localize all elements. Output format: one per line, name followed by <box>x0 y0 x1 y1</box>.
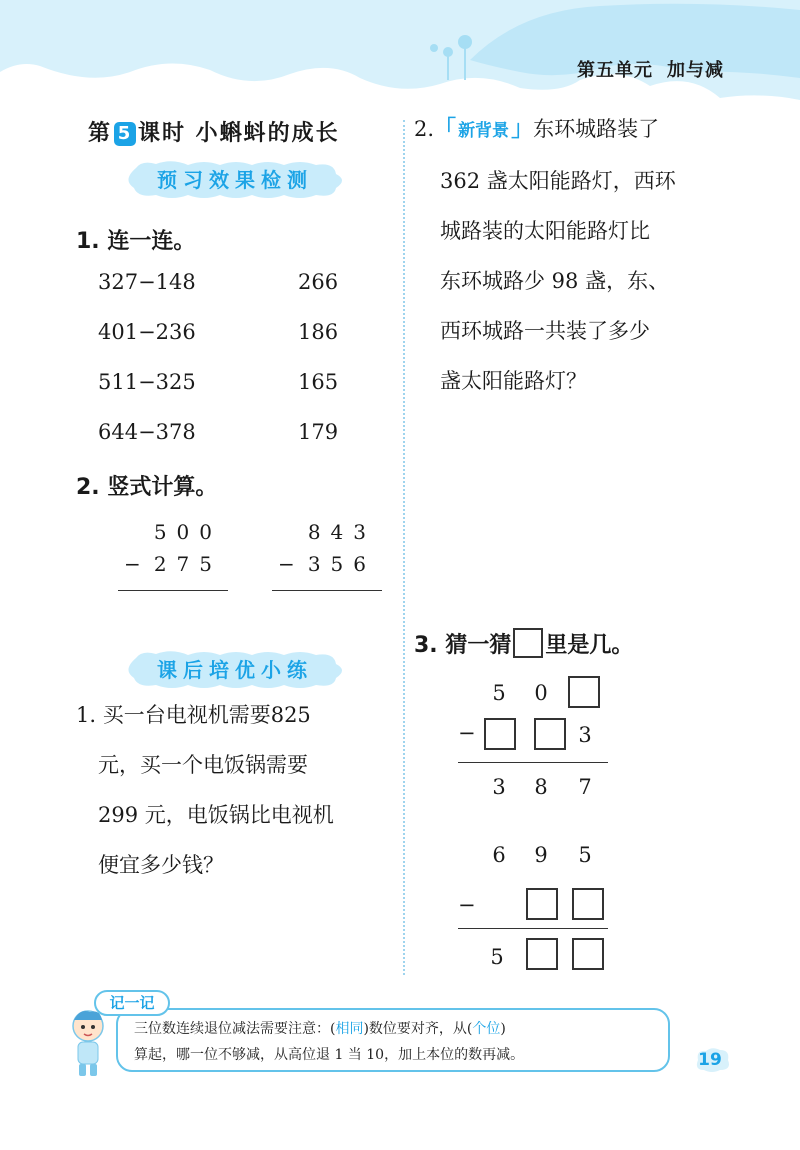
tag-bracket-close: 」 <box>511 116 534 142</box>
digit: 6 <box>492 843 506 867</box>
memo-answer: 个位 <box>472 1021 501 1037</box>
page-header <box>0 0 800 100</box>
answer-box[interactable] <box>572 938 604 970</box>
digit: 7 <box>578 775 592 799</box>
header-cloud-decoration <box>0 0 800 100</box>
question-line: 便宜多少钱？ <box>98 853 224 877</box>
answer-box[interactable] <box>526 888 558 920</box>
question-line: 299 元，电饭锅比电视机 <box>98 803 334 827</box>
match-answer[interactable]: 266 <box>298 270 339 294</box>
digit: 5 <box>490 945 504 969</box>
match-answer[interactable]: 179 <box>298 420 339 444</box>
right-question-2 <box>414 104 754 406</box>
minus-sign: − <box>458 893 476 917</box>
guess-title-start: 3. 猜一猜 <box>414 633 512 658</box>
match-expression[interactable]: 327−148 <box>98 270 196 294</box>
match-row <box>98 270 358 300</box>
digit: 3 <box>492 775 506 799</box>
minus-sign: − <box>458 721 476 745</box>
lesson-title <box>88 116 340 147</box>
match-answer[interactable]: 186 <box>298 320 339 344</box>
question-line: 东环城路装了 <box>533 117 660 141</box>
unit-title <box>577 56 724 82</box>
blank-box-icon <box>513 628 543 658</box>
memo-tag: 记一记 <box>94 990 170 1016</box>
result-line <box>458 928 608 929</box>
match-row <box>98 320 358 350</box>
puzzle-2 <box>458 838 608 978</box>
question-line: 362 盏太阳能路灯，西环 <box>440 169 676 193</box>
puzzle-1 <box>458 676 608 806</box>
digit: 3 <box>578 723 592 747</box>
page-number <box>692 1046 732 1074</box>
practice-banner <box>122 650 348 690</box>
memo-text: )数位要对齐，从( <box>363 1021 473 1037</box>
match-row <box>98 370 358 400</box>
digit: 9 <box>534 843 548 867</box>
result-line <box>458 762 608 763</box>
answer-box[interactable] <box>568 676 600 708</box>
lesson-prefix: 第 <box>88 121 113 146</box>
guess-title-end: 里是几。 <box>545 633 634 658</box>
page-number-text: 19 <box>698 1050 722 1070</box>
column-divider <box>403 120 405 975</box>
question-number: 2. <box>414 117 435 141</box>
digit: 8 <box>534 775 548 799</box>
subtrahend: 356 <box>307 552 376 576</box>
question-line: 1. 买一台电视机需要825 <box>76 703 311 727</box>
practice-question-1 <box>76 690 396 890</box>
match-row <box>98 420 358 450</box>
digit: 5 <box>492 681 506 705</box>
vertical-calc-title: 2. 竖式计算。 <box>76 475 218 500</box>
question-line: 城路装的太阳能路灯比 <box>440 219 650 243</box>
guess-question-title <box>414 628 633 659</box>
memo-text: 三位数连续退位减法需要注意：( <box>134 1021 336 1037</box>
question-line: 盏太阳能路灯？ <box>440 369 587 393</box>
question-line: 西环城路一共装了多少 <box>440 319 650 343</box>
match-answer[interactable]: 165 <box>298 370 339 394</box>
question-line: 东环城路少 98 盏，东、 <box>440 269 670 293</box>
memo-text: ) <box>500 1021 506 1037</box>
memo-note <box>66 990 676 1080</box>
minus-sign: − <box>278 552 295 576</box>
minuend: 843 <box>307 520 376 544</box>
minus-sign: − <box>124 552 141 576</box>
memo-line-2: 算起，哪一位不够减，从高位退 1 当 10，加上本位的数再减。 <box>134 1047 525 1063</box>
digit: 5 <box>578 843 592 867</box>
lesson-number-badge: 5 <box>114 122 136 146</box>
minuend: 500 <box>153 520 222 544</box>
memo-answer: 相同 <box>335 1021 364 1037</box>
question-first-line <box>414 104 754 156</box>
digit: 0 <box>534 681 548 705</box>
memo-box <box>116 1008 670 1072</box>
student-mascot-icon <box>66 1006 110 1080</box>
answer-box[interactable] <box>534 718 566 750</box>
lesson-name: 课时 小蝌蚪的成长 <box>138 121 340 146</box>
answer-box[interactable] <box>526 938 558 970</box>
match-question-title: 1. 连一连。 <box>76 229 196 254</box>
tag-bracket-open: 「 <box>434 116 457 142</box>
match-expression[interactable]: 401−236 <box>98 320 196 344</box>
match-expression[interactable]: 511−325 <box>98 370 196 394</box>
answer-box[interactable] <box>572 888 604 920</box>
preview-banner <box>122 160 348 200</box>
answer-line[interactable] <box>118 590 228 591</box>
question-line: 元，买一个电饭锅需要 <box>98 753 308 777</box>
answer-box[interactable] <box>484 718 516 750</box>
subtrahend: 275 <box>153 552 222 576</box>
new-background-tag: 新背景 <box>458 121 510 141</box>
match-expression[interactable]: 644−378 <box>98 420 196 444</box>
memo-line-1 <box>134 1018 506 1038</box>
practice-banner-text: 课后培优小练 <box>157 658 313 682</box>
answer-line[interactable] <box>272 590 382 591</box>
unit-label: 第五单元 <box>577 60 653 81</box>
unit-topic: 加与减 <box>667 60 724 81</box>
preview-banner-text: 预习效果检测 <box>157 168 313 192</box>
